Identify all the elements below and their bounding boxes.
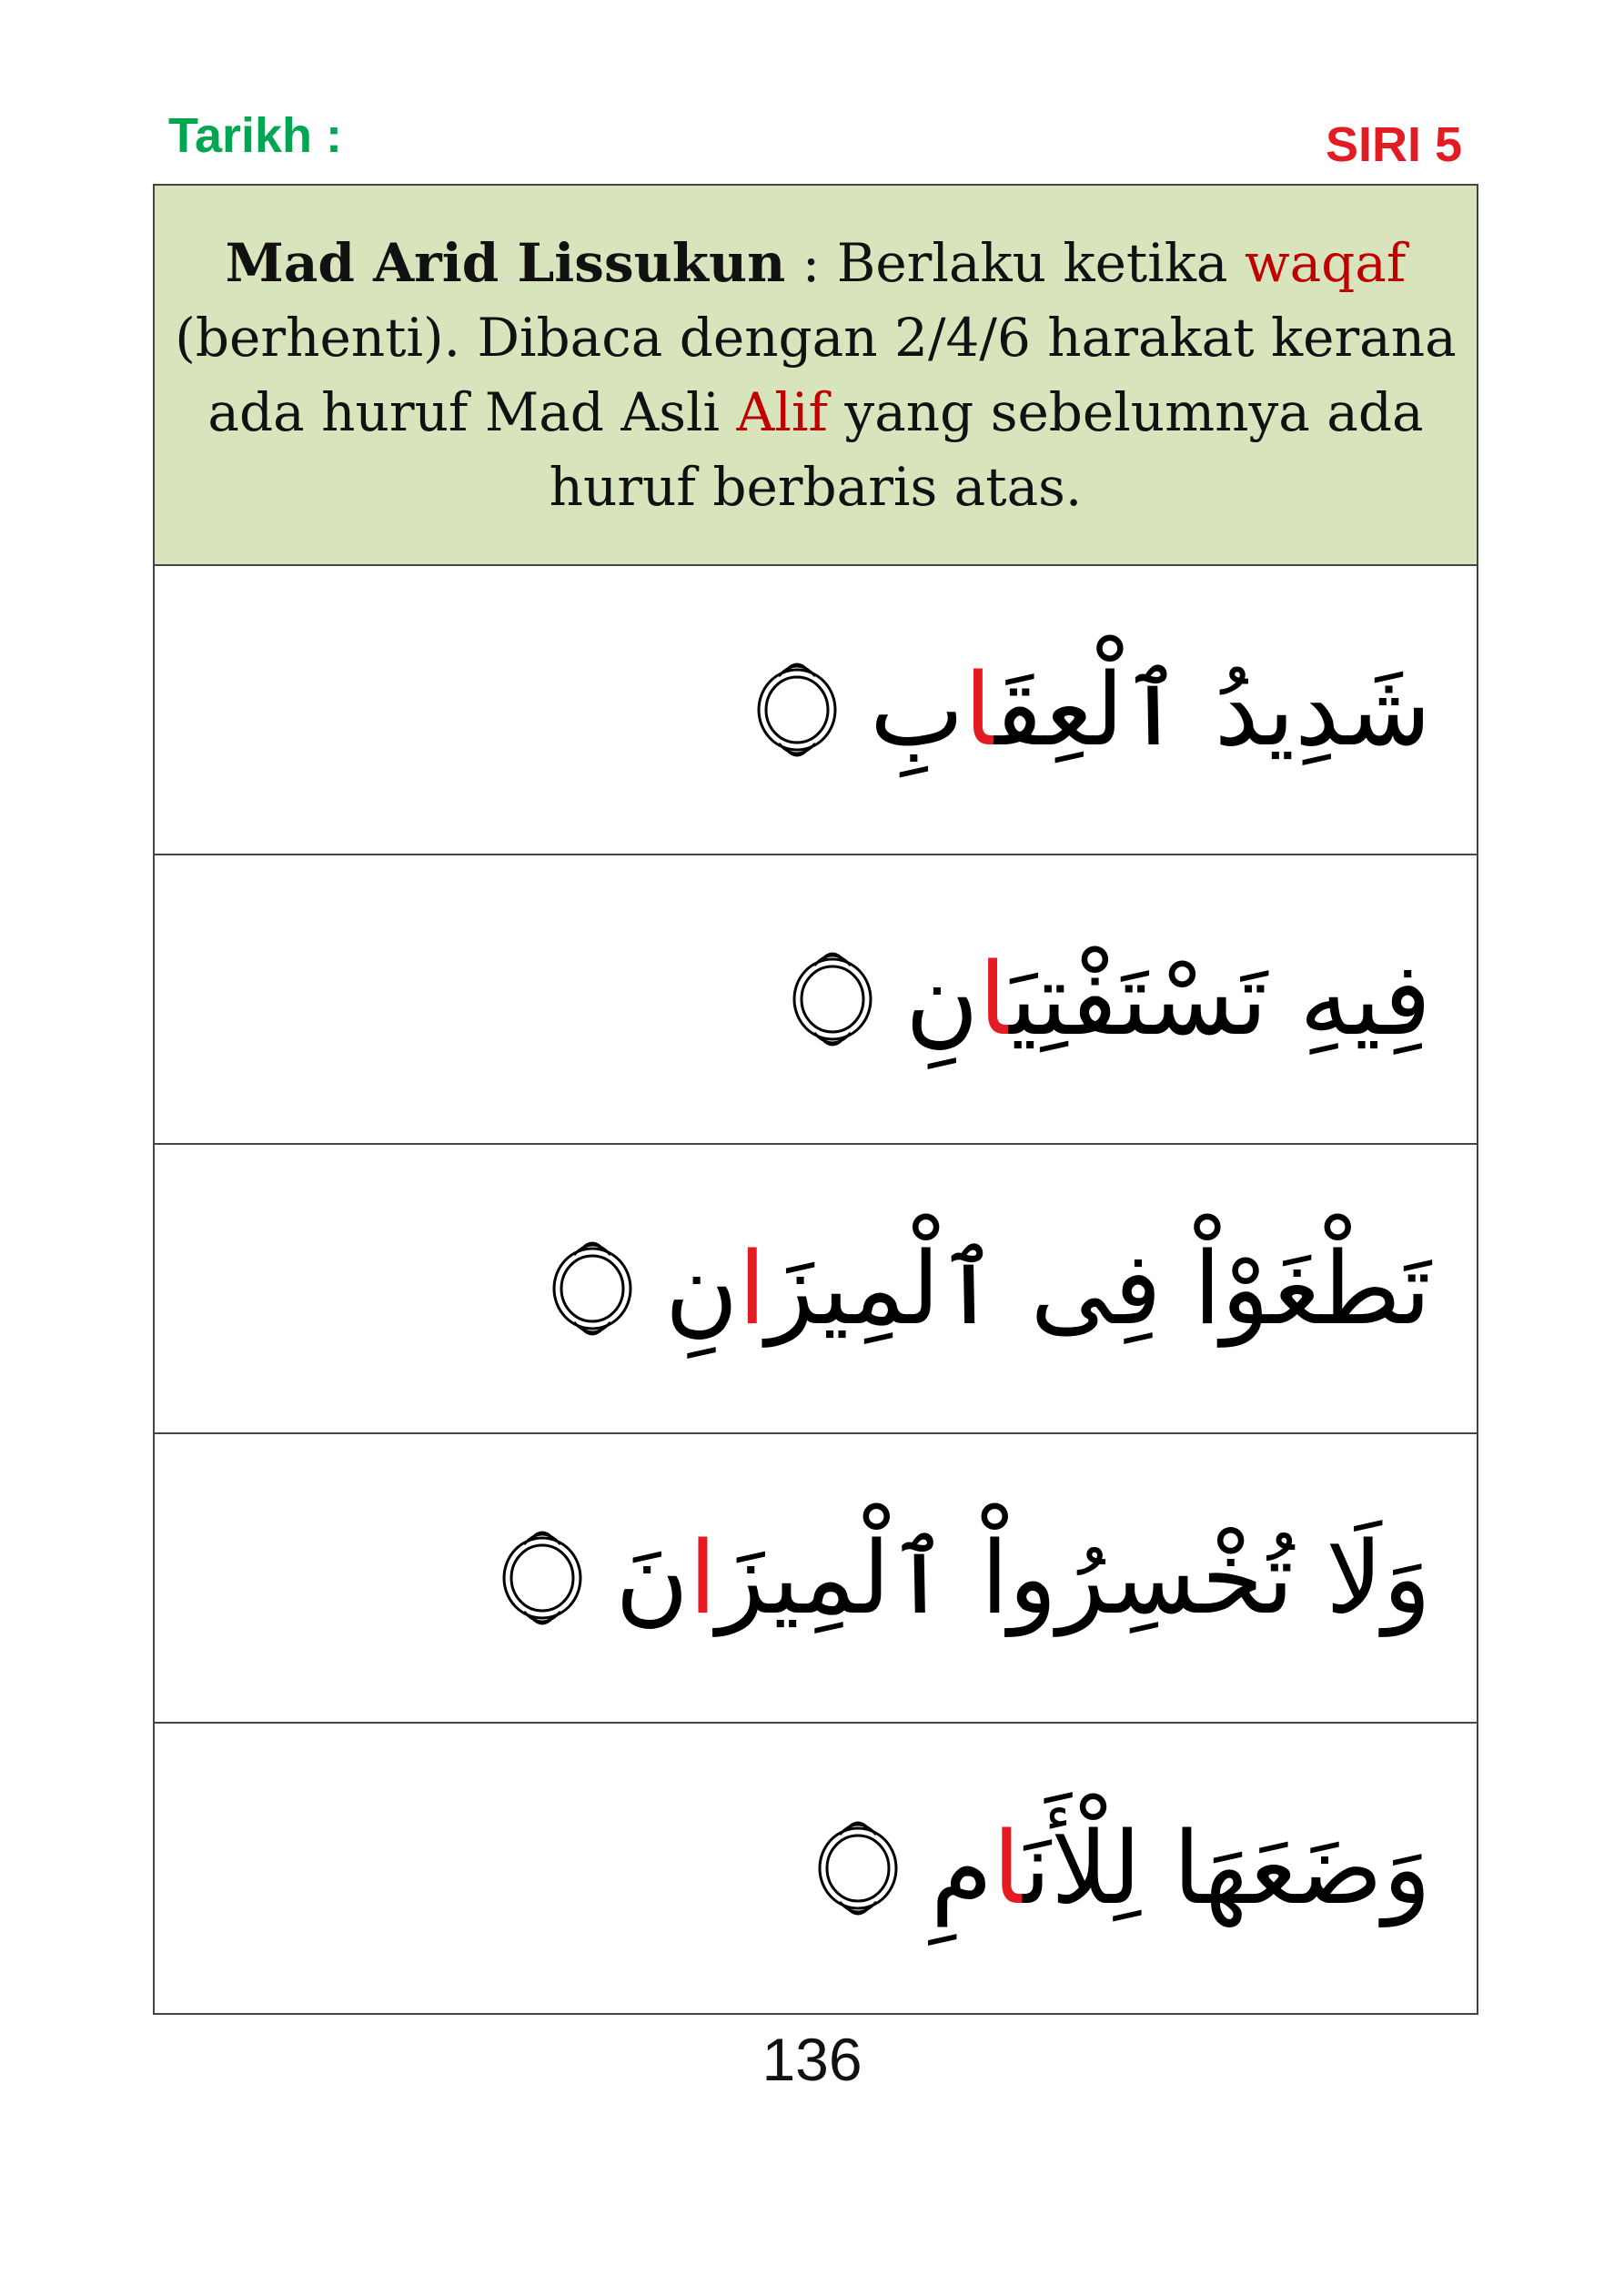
verse-2 [787,940,1431,1058]
waqaf-term: waqaf [1244,232,1407,294]
rule-text-part-1: : Berlaku ketika [785,232,1245,294]
verse-4 [497,1519,1431,1637]
rule-description [155,186,1477,566]
verse-text: فِيهِ تَسْتَفْتِيَانِ [905,941,1431,1057]
rule-text-part-2: (berhenti). Dibaca dengan 2/4/6 harakat kerana ada huruf Mad Asli [175,307,1457,443]
ayah-end-marker-icon [812,1809,903,1927]
verse-text: تَطْغَوْاْ فِى ٱلْمِيزَانِ [664,1230,1431,1347]
highlighted-alif: ا [738,1230,767,1347]
series-label: SIRI 5 [1325,117,1462,172]
highlighted-alif: ا [689,1520,717,1636]
ayah-end-marker-icon [787,940,878,1058]
ayah-end-marker-icon [751,651,842,769]
highlighted-alif: ا [963,652,995,768]
alif-term: Alif [736,381,828,443]
rule-title: Mad Arid Lissukun [225,232,786,294]
verse-text: شَدِيدُ ٱلْعِقَابِ [870,652,1431,768]
date-label: Tarikh : [168,108,343,163]
verse-text: وَضَعَهَا لِلْأَنَامِ [930,1810,1431,1927]
lesson-table [153,184,1478,2015]
ayah-end-marker-icon [497,1519,588,1637]
highlighted-alif: ا [992,1810,1024,1927]
verse-text: وَلَا تُخْسِرُواْ ٱلْمِيزَانَ [615,1520,1431,1636]
verse-row [155,1724,1477,2013]
ayah-end-marker-icon [547,1229,638,1348]
rule-text [175,226,1457,524]
verse-row [155,566,1477,855]
page-number: 136 [762,2026,862,2093]
highlighted-alif: ا [978,941,1010,1057]
verse-row [155,855,1477,1145]
rule-text-part-3: yang sebelumnya ada huruf berbaris atas. [549,381,1424,518]
verse-row [155,1145,1477,1434]
verse-3 [547,1229,1431,1348]
verse-5 [812,1809,1431,1927]
verse-1 [751,651,1431,769]
verse-row [155,1434,1477,1724]
